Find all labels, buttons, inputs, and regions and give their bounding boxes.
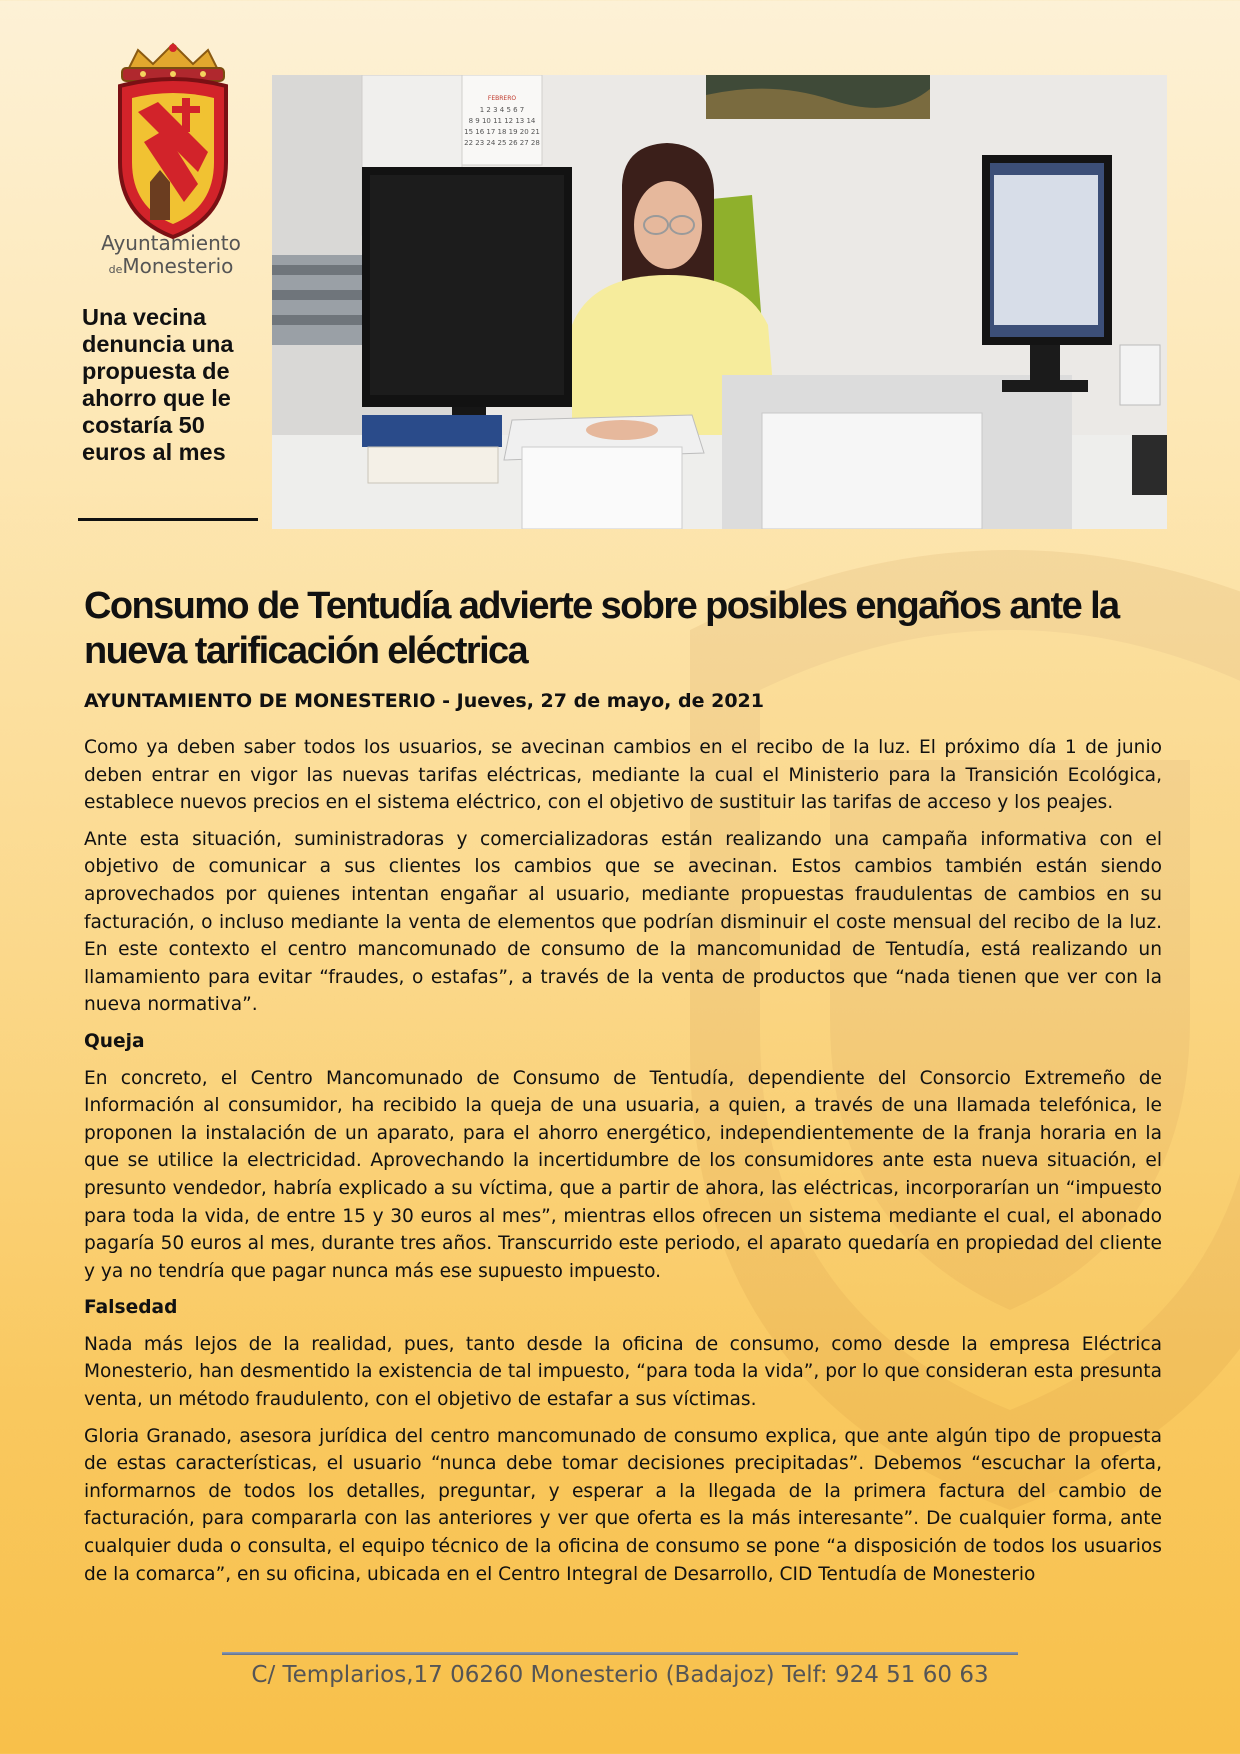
teaser-summary: Una vecina denuncia una propuesta de ahorro que le costaría 50 euros al mes [82,304,234,465]
calendar-row-1: 1 2 3 4 5 6 7 [479,106,525,114]
calendar-row-4: 22 23 24 25 26 27 28 [464,139,540,147]
footer-address: C/ Templarios,17 06260 Monesterio (Badajoz) Telf: 924 51 60 63 [251,1662,989,1688]
logo-town: Monesterio [122,254,234,278]
teaser-divider [78,518,258,521]
footer-divider [222,1652,1018,1655]
logo-de: de [108,263,123,276]
calendar-row-3: 15 16 17 18 19 20 21 [464,128,540,136]
logo-line-ayuntamiento: Ayuntamiento [101,231,241,255]
paragraph-3: En concreto, el Centro Mancomunado de Consumo de Tentudía, dependiente del Consorcio Extremeño de Información al consumidor, ha recibido la queja de una usuaria, a quien, a través de una llamada telefónica, le proponen la instalación de un aparato, para el ahorro energético, independientemente de la franja horaria en la que se utilice la electricidad. Aprovechando la incertidumbre de los consumidores ante esta nueva situación, el presunto vendedor, habría explicado a su víctima, que a partir de ahora, las eléctricas, incorporarían un “impuesto para toda la vida, de entre 15 y 30 euros al mes”, mientras ellos ofrecen un sistema mediante el cual, el abonado pagaría 50 euros al mes, durante tres años. Transcurrido este periodo, el aparato quedaría en propiedad del cliente y ya no tendría que pagar nunca más ese supuesto impuesto. [84,1067,1162,1282]
logo-wordmark [95,232,247,278]
paragraph-2: Ante esta situación, suministradoras y comercializadoras están realizando una campaña informativa con el objetivo de comunicar a sus clientes los cambios que se avecinan. Estos cambios también están siendo aprovechados por quienes intentan engañar al usuario, mediante propuestas fraudulentas de cambios en su facturación, o incluso mediante la venta de elementos que podrían disminuir el coste mensual del recibo de la luz. En este contexto el centro mancomunado de consumo de la mancomunidad de Tentudía, está realizando un llamamiento para evitar “fraudes, o estafas”, a través de la venta de productos que “nada tienen que ver con la nueva normativa”. [84,828,1162,1016]
article-body [84,734,1162,1597]
paragraph-5: Gloria Granado, asesora jurídica del centro mancomunado de consumo explica, que ante algún tipo de propuesta de estas características, el usuario “nunca debe tomar decisiones precipitadas”. Debemos “escuchar la oferta, informarnos de todos los detalles, preguntar, y esperar a la llegada de la primera factura del cambio de facturación, para compararla con las anteriores y ver que oferta es la más interesante”. De cualquier forma, ante cualquier duda o consulta, el equipo técnico de la oficina de consumo se pone “a disposición de todos los usuarios de la comarca”, en su oficina, ubicada en el Centro Integral de Desarrollo, CID Tentudía de Monesterio [84,1425,1162,1585]
subheading-queja: Queja [84,1030,145,1052]
office-photo-illustration [272,75,1167,529]
logo-line-monesterio [95,255,247,278]
calendar-month: FEBRERO [487,95,517,102]
article-photo [272,75,1167,529]
article-headline: Consumo de Tentudía advierte sobre posibles engaños ante la nueva tarificación eléctrica [84,585,1119,672]
article-byline: AYUNTAMIENTO DE MONESTERIO - Jueves, 27 de mayo, de 2021 [84,690,764,712]
paragraph-4: Nada más lejos de la realidad, pues, tanto desde la oficina de consumo, como desde la empresa Eléctrica Monesterio, han desmentido la existencia de tal impuesto, “para toda la vida”, por lo que consideran esta presunta venta, un método fraudulento, con el objetivo de estafar a sus víctimas. [84,1333,1162,1411]
subheading-falsedad: Falsedad [84,1297,178,1319]
calendar-row-2: 8 9 10 11 12 13 14 [468,117,536,125]
paragraph-1: Como ya deben saber todos los usuarios, se avecinan cambios en el recibo de la luz. El próximo día 1 de junio deben entrar en vigor las nuevas tarifas eléctricas, mediante la cual el Ministerio para la Transición Ecológica, establece nuevos precios en el sistema eléctrico, con el objetivo de sustituir las tarifas de acceso y los peajes. [84,737,1162,814]
